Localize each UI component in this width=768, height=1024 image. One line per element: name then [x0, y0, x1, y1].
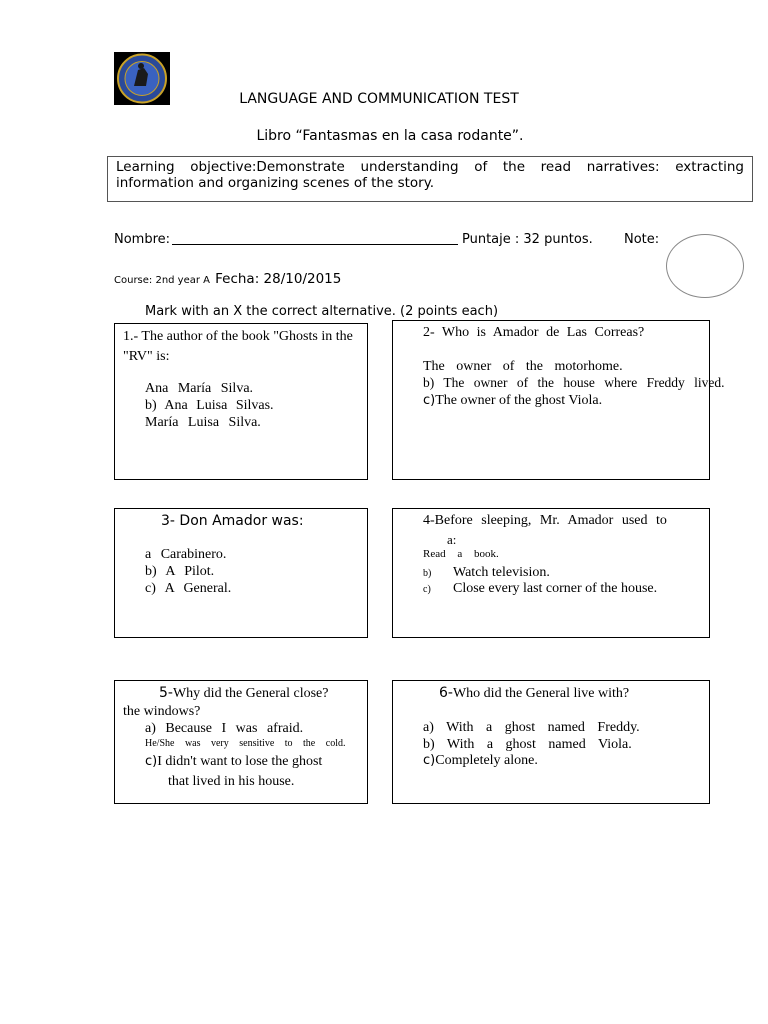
question-line: Why did the General close? [172, 686, 329, 701]
name-label: Nombre: [114, 232, 171, 247]
option-b-prefix: b) [423, 568, 432, 579]
question-text [159, 685, 328, 702]
option-c-text: Completely alone. [435, 753, 538, 768]
question-text: the windows? [123, 704, 201, 719]
option-c-text: Close every last corner of the house. [453, 581, 658, 596]
question-box-6 [392, 680, 710, 804]
option-c-prefix: c) [423, 753, 436, 768]
option-c-prefix: c) [423, 584, 431, 595]
option-a[interactable]: Read a book. [423, 548, 499, 560]
option-a[interactable]: The owner of the motorhome. [423, 359, 623, 374]
option-b[interactable]: b) With a ghost named Viola. [423, 737, 632, 752]
option-a[interactable]: a) With a ghost named Freddy. [423, 720, 640, 735]
option-b[interactable]: b) The owner of the house where Freddy lived. [423, 375, 725, 390]
question-text: 2- Who is Amador de Las Correas? [423, 325, 645, 340]
option-c[interactable] [145, 754, 322, 770]
question-box-4 [392, 508, 710, 638]
instructions: Mark with an X the correct alternative. (2 points each) [145, 304, 499, 319]
question-line: Who did the General live with? [452, 686, 630, 701]
question-box-1 [114, 323, 368, 480]
option-c-continuation: that lived in his house. [168, 774, 295, 789]
question-box-5 [114, 680, 368, 804]
question-text: "RV" is: [123, 349, 170, 364]
option-c[interactable] [423, 581, 657, 597]
option-a[interactable]: a) Because I was afraid. [145, 721, 304, 736]
option-a[interactable]: Ana María Silva. [145, 381, 254, 396]
option-c-text: I didn't want to lose the ghost [157, 754, 323, 769]
note-label: Note: [624, 232, 660, 247]
option-b[interactable]: b) Ana Luisa Silvas. [145, 398, 274, 413]
question-text: 4-Before sleeping, Mr. Amador used to [423, 513, 667, 528]
grade-circle[interactable] [666, 234, 744, 298]
book-subtitle: Libro “Fantasmas en la casa rodante”. [256, 128, 524, 144]
option-b[interactable]: b) A Pilot. [145, 564, 215, 579]
question-text: a: [447, 532, 457, 547]
learning-objective-box: Learning objective:Demonstrate understanding of the read narratives: extracting information and organizing scenes of the story. [107, 156, 753, 202]
name-field-row [114, 232, 458, 247]
date-label: Fecha: 28/10/2015 [215, 271, 342, 287]
option-b[interactable]: He/She was very sensitive to the cold. [145, 738, 346, 749]
option-b[interactable] [423, 565, 550, 581]
question-box-3 [114, 508, 368, 638]
option-b-text: Watch television. [453, 565, 550, 580]
course-row [114, 268, 341, 287]
course-label: Course: 2nd year A [114, 275, 211, 286]
option-c-text: The owner of the ghost Viola. [435, 393, 603, 408]
question-text: 1.- The author of the book "Ghosts in the [123, 329, 353, 344]
score-label: Puntaje : 32 puntos. [462, 232, 593, 247]
option-c[interactable] [423, 753, 538, 769]
option-c[interactable]: c) A General. [145, 581, 232, 596]
question-number: 5- [159, 685, 173, 701]
question-box-2 [392, 320, 725, 480]
page-title: LANGUAGE AND COMMUNICATION TEST [239, 91, 519, 107]
option-a[interactable]: a Carabinero. [145, 547, 227, 562]
option-c[interactable] [423, 393, 602, 409]
option-c-prefix: c) [145, 754, 158, 769]
option-c[interactable]: María Luisa Silva. [145, 415, 261, 430]
question-number: 6- [439, 685, 453, 701]
question-text: 3- Don Amador was: [161, 513, 304, 529]
question-text [439, 685, 629, 702]
name-input-line[interactable] [172, 244, 458, 245]
option-c-prefix: c) [423, 393, 436, 408]
